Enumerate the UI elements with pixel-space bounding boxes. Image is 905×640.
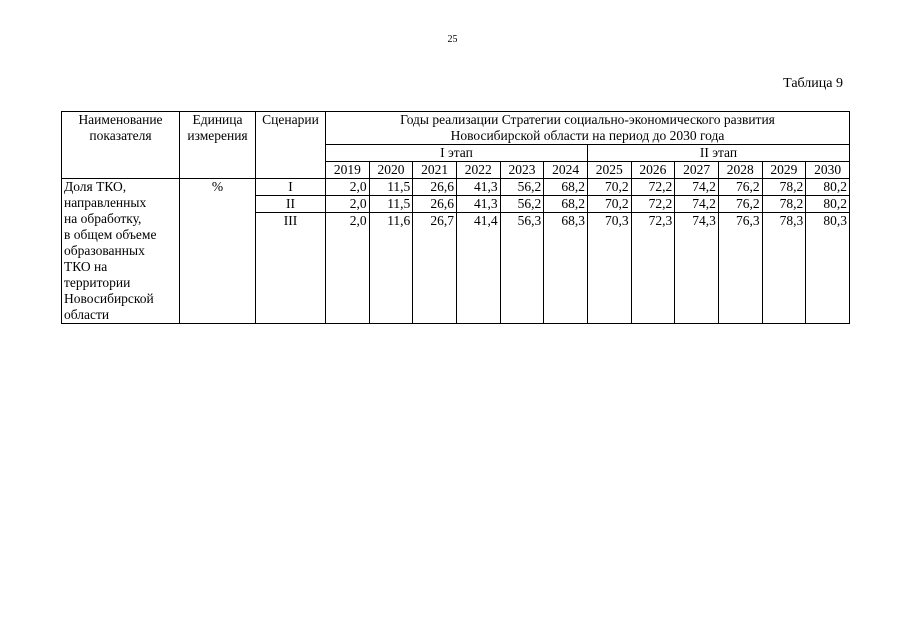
value-cell: 78,2 — [762, 179, 806, 196]
value-cell: 74,3 — [675, 213, 719, 230]
value-cell: 70,2 — [587, 196, 631, 213]
value-cell: 2,0 — [326, 196, 370, 213]
page-number: 25 — [447, 34, 458, 45]
empty-cell — [456, 229, 500, 324]
empty-cell — [587, 229, 631, 324]
table-row — [62, 179, 850, 196]
empty-cell — [500, 229, 544, 324]
indicator-name-line: Новосибирской — [64, 291, 154, 306]
indicator-name-line: области — [64, 307, 110, 322]
value-cell: 74,2 — [675, 179, 719, 196]
value-cell: 70,3 — [587, 213, 631, 230]
year-header-2019: 2019 — [326, 162, 370, 179]
header-scenarios: Сценарии — [256, 112, 326, 179]
value-cell: 80,3 — [806, 213, 850, 230]
header-stage-1: I этап — [326, 145, 588, 162]
empty-cell — [718, 229, 762, 324]
year-header-2028: 2028 — [718, 162, 762, 179]
indicator-name-line: в общем объеме — [64, 227, 157, 242]
value-cell: 41,4 — [456, 213, 500, 230]
value-cell: 80,2 — [806, 196, 850, 213]
year-header-2024: 2024 — [544, 162, 588, 179]
value-cell: 76,2 — [718, 179, 762, 196]
year-header-2020: 2020 — [369, 162, 413, 179]
empty-cell — [806, 229, 850, 324]
value-cell: 11,5 — [369, 179, 413, 196]
value-cell: 74,2 — [675, 196, 719, 213]
indicator-name-line: ТКО на — [64, 259, 108, 274]
value-cell: 80,2 — [806, 179, 850, 196]
indicator-name-cell — [62, 179, 180, 324]
empty-cell — [544, 229, 588, 324]
table-caption: Таблица 9 — [783, 76, 843, 91]
value-cell: 70,2 — [587, 179, 631, 196]
value-cell: 2,0 — [326, 179, 370, 196]
empty-cell — [413, 229, 457, 324]
value-cell: 76,2 — [718, 196, 762, 213]
value-cell: 68,2 — [544, 179, 588, 196]
header-unit: Единица измерения — [180, 112, 256, 179]
indicator-name-line: территории — [64, 275, 131, 290]
indicator-name-line: направленных — [64, 195, 147, 210]
value-cell: 41,3 — [456, 179, 500, 196]
header-stage-2: II этап — [587, 145, 849, 162]
indicator-name-line: Доля ТКО, — [64, 179, 127, 194]
empty-cell — [631, 229, 675, 324]
indicator-name-line: образованных — [64, 243, 145, 258]
value-cell: 41,3 — [456, 196, 500, 213]
year-header-2022: 2022 — [456, 162, 500, 179]
year-header-2027: 2027 — [675, 162, 719, 179]
value-cell: 11,5 — [369, 196, 413, 213]
empty-cell — [675, 229, 719, 324]
empty-cell — [326, 229, 370, 324]
value-cell: 56,2 — [500, 196, 544, 213]
year-header-2025: 2025 — [587, 162, 631, 179]
year-header-2026: 2026 — [631, 162, 675, 179]
empty-cell — [762, 229, 806, 324]
value-cell: 68,2 — [544, 196, 588, 213]
value-cell: 78,2 — [762, 196, 806, 213]
value-cell: 72,3 — [631, 213, 675, 230]
year-header-2021: 2021 — [413, 162, 457, 179]
value-cell: 11,6 — [369, 213, 413, 230]
header-indicator-name: Наименование показателя — [62, 112, 180, 179]
value-cell: 72,2 — [631, 196, 675, 213]
value-cell: 2,0 — [326, 213, 370, 230]
value-cell: 76,3 — [718, 213, 762, 230]
value-cell: 68,3 — [544, 213, 588, 230]
value-cell: 26,6 — [413, 179, 457, 196]
value-cell: 56,3 — [500, 213, 544, 230]
header-years-group: Годы реализации Стратегии социально-экономического развития Новосибирской области на период до 2030 года — [326, 112, 850, 145]
empty-cell — [256, 229, 326, 324]
year-header-2030: 2030 — [806, 162, 850, 179]
scenario-label: I — [256, 179, 326, 196]
year-header-2023: 2023 — [500, 162, 544, 179]
year-header-2029: 2029 — [762, 162, 806, 179]
unit-cell: % — [180, 179, 256, 324]
indicator-name-line: на обработку, — [64, 211, 142, 226]
value-cell: 26,7 — [413, 213, 457, 230]
scenario-label: III — [256, 213, 326, 230]
value-cell: 56,2 — [500, 179, 544, 196]
value-cell: 72,2 — [631, 179, 675, 196]
value-cell: 26,6 — [413, 196, 457, 213]
indicator-table — [61, 111, 850, 324]
empty-cell — [369, 229, 413, 324]
value-cell: 78,3 — [762, 213, 806, 230]
scenario-label: II — [256, 196, 326, 213]
